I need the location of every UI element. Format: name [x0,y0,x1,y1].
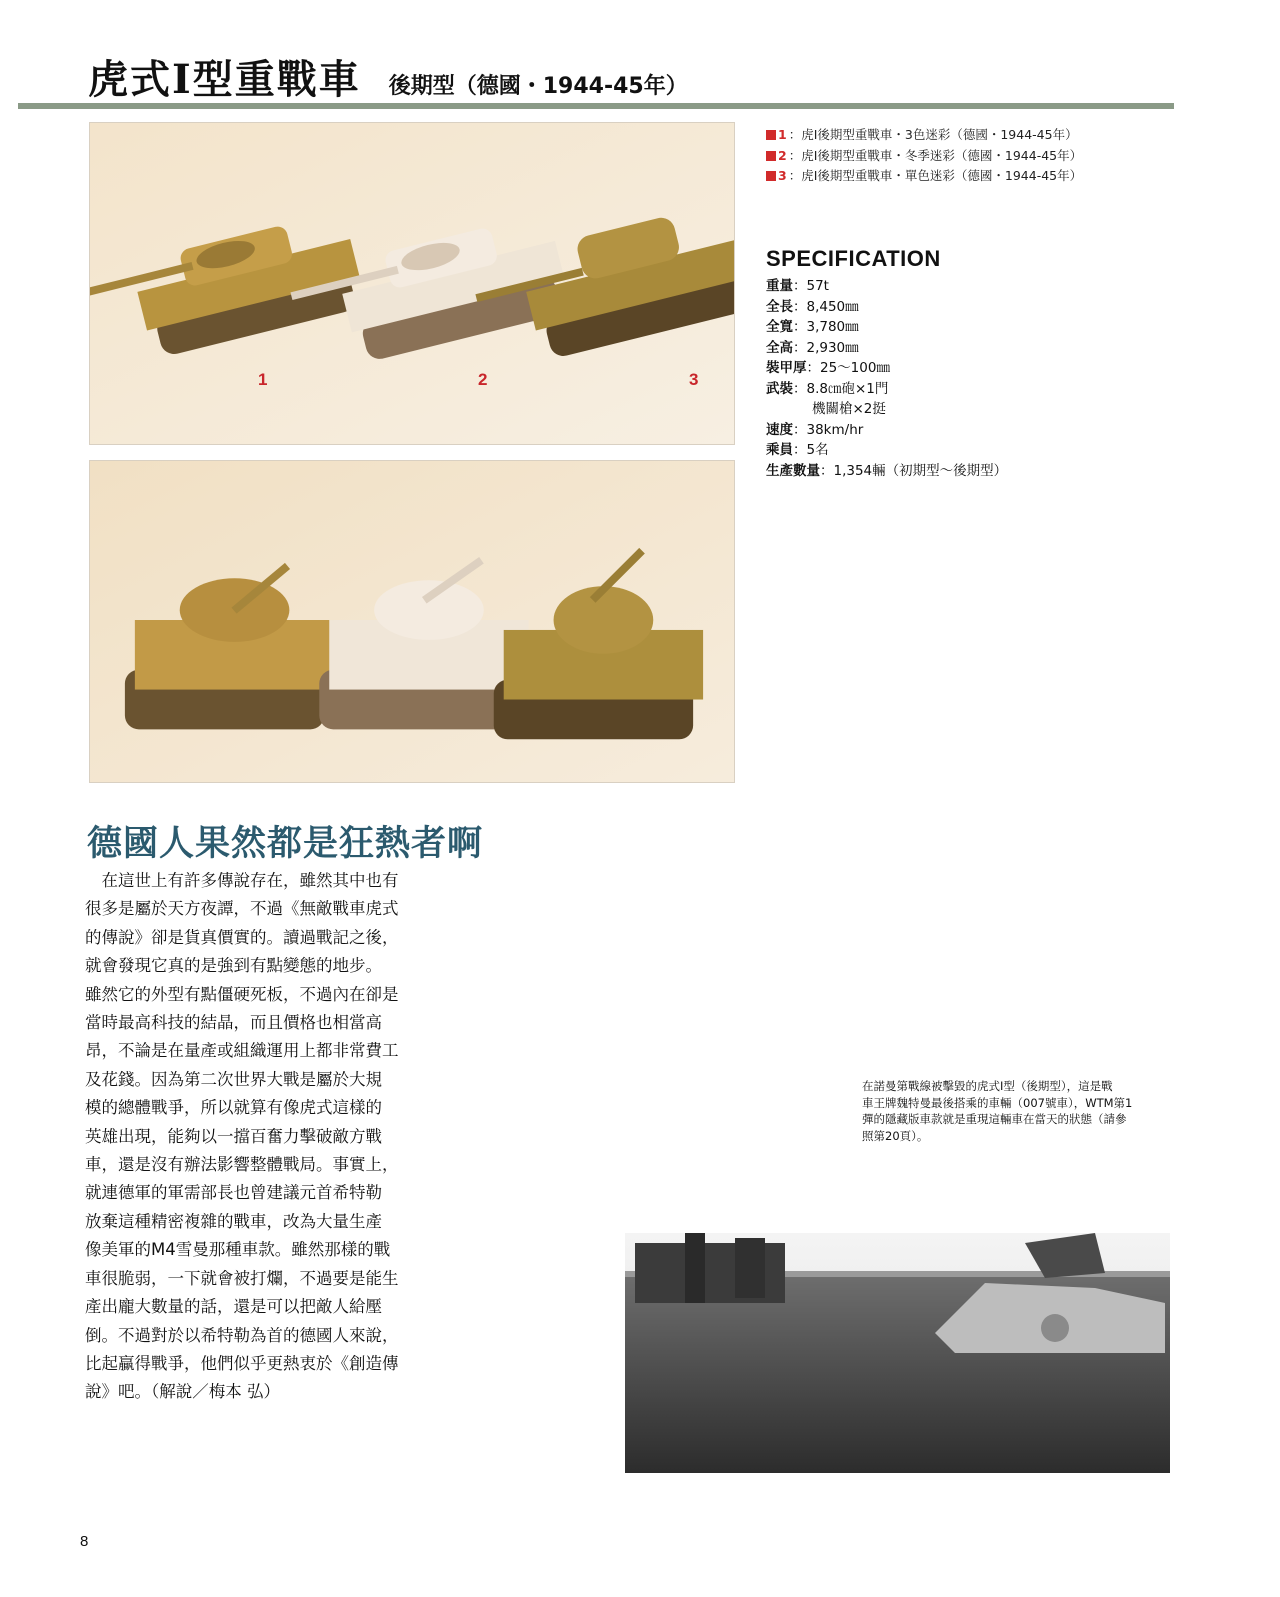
spec-key: 重量 [766,278,793,294]
spec-value: ：3,780㎜ [793,319,859,335]
caption-line: 照第20頁）。 [862,1128,929,1143]
caption-number: 3 [778,168,787,183]
spec-key: 全高 [766,339,793,356]
page-number: 8 [80,1533,89,1550]
spec-title: SPECIFICATION [766,246,941,271]
model-photo-side-view [89,122,735,445]
spec-key: 裝甲厚 [766,360,807,376]
spec-value: ：2,930㎜ [793,339,859,356]
article-line: 在這世上有許多傳說存在，雖然其中也有 [85,871,399,890]
caption-text: ：虎Ⅰ後期型重戰車・單色迷彩（德國・1944-45年） [788,168,1083,183]
article-line: 的傳說》卻是貨真價實的。讀過戰記之後， [85,927,399,947]
article-line: 放棄這種精密複雜的戰車，改為大量生產 [85,1211,382,1231]
title-subtitle: 後期型（德國・1944-45年） [388,74,688,99]
historical-photo-caption [862,1078,1172,1144]
model-photo-rear-view [89,460,735,783]
spec-row [766,276,1186,297]
spec-value: ：1,354輛（初期型～後期型） [820,462,1008,479]
specification-block [766,246,1186,481]
article-line: 就連德軍的軍需部長也曾建議元首希特勒 [85,1183,382,1203]
caption-line: 車王牌魏特曼最後搭乘的車輛（007號車），WTM第1 [862,1095,1133,1110]
page-title [88,44,688,103]
wreck-left [635,1233,785,1303]
article-body [85,867,425,1407]
article-line: 當時最高科技的結晶，而且價格也相當高 [85,1013,382,1033]
article-heading: 德國人果然都是狂熱者啊 [87,824,484,864]
caption-line: 在諾曼第戰線被擊毀的虎式Ⅰ型（後期型），這是戰 [862,1079,1113,1093]
article-line: 雖然它的外型有點僵硬死板，不過內在卻是 [85,984,399,1004]
spec-value: ：57t [793,278,829,294]
article-line: 比起贏得戰爭，他們似乎更熱衷於《創造傳 [85,1353,399,1373]
spec-value: ：25～100㎜ [806,360,890,376]
caption-item [766,125,1186,146]
spec-row [766,461,1186,482]
title-main: 虎式Ⅰ型重戰車 [88,56,361,103]
article-line: 就會發現它真的是強到有點變態的地步。 [85,956,382,976]
spec-key: 武裝 [766,380,793,397]
caption-item [766,166,1186,187]
spec-value: ：5名 [793,442,829,458]
spec-value: ：8.8㎝砲×1門 [793,380,889,397]
article-line: 像美軍的M4雪曼那種車款。雖然那樣的戰 [85,1240,391,1260]
article-line: 及花錢。因為第二次世界大戰是屬於大規 [85,1069,382,1089]
article-line: 模的總體戰爭，所以就算有像虎式這樣的 [85,1098,382,1118]
article-line: 車很脆弱，一下就會被打爛，不過要是能生 [85,1268,399,1288]
article-line: 車，還是沒有辦法影響整體戰局。事實上， [85,1155,399,1175]
photo-label-2: 2 [478,370,488,389]
spec-row [766,338,1186,359]
spec-key: 速度 [766,421,793,438]
model-captions [766,125,1186,187]
spec-value: 機關槍×2挺 [812,401,886,417]
caption-item [766,146,1186,167]
caption-number: 1 [778,127,787,142]
spec-key: 全寬 [766,319,793,335]
spec-value: ：8,450㎜ [793,298,859,315]
spec-row [766,399,1186,420]
article-line: 英雄出現，能夠以一擋百奮力擊破敵方戰 [85,1126,382,1146]
red-square-icon [766,171,776,181]
article-line: 產出龐大數量的話，還是可以把敵人給壓 [85,1297,382,1317]
red-square-icon [766,130,776,140]
spec-row [766,297,1186,318]
photo-label-1: 1 [258,370,268,389]
title-rule [18,103,1174,109]
caption-number: 2 [778,147,787,163]
spec-key: 乘員 [766,442,793,458]
spec-value: ：38km/hr [793,421,864,438]
caption-text: ：虎Ⅰ後期型重戰車・冬季迷彩（德國・1944-45年） [788,147,1083,163]
article-line: 說》吧。（解說／梅本 弘） [85,1382,280,1402]
article-line: 倒。不過對於以希特勒為首的德國人來說， [85,1325,399,1345]
caption-text: ：虎Ⅰ後期型重戰車・3色迷彩（德國・1944-45年） [788,127,1078,142]
spec-row [766,358,1186,379]
spec-row [766,317,1186,338]
photo-label-3: 3 [689,370,699,389]
spec-row [766,440,1186,461]
historical-photo-destroyed-tiger [625,1233,1170,1473]
spec-key: 全長 [766,298,793,315]
article-line: 昂，不論是在量產或組織運用上都非常費工 [85,1041,399,1061]
spec-row [766,379,1186,400]
spec-key: 生產數量 [766,462,820,479]
red-square-icon [766,151,776,161]
caption-line: 彈的隱藏版車款就是重現這輛車在當天的狀態（請參 [862,1112,1127,1126]
spec-row [766,420,1186,441]
article-line: 很多是屬於天方夜譚，不過《無敵戰車虎式 [85,899,399,919]
